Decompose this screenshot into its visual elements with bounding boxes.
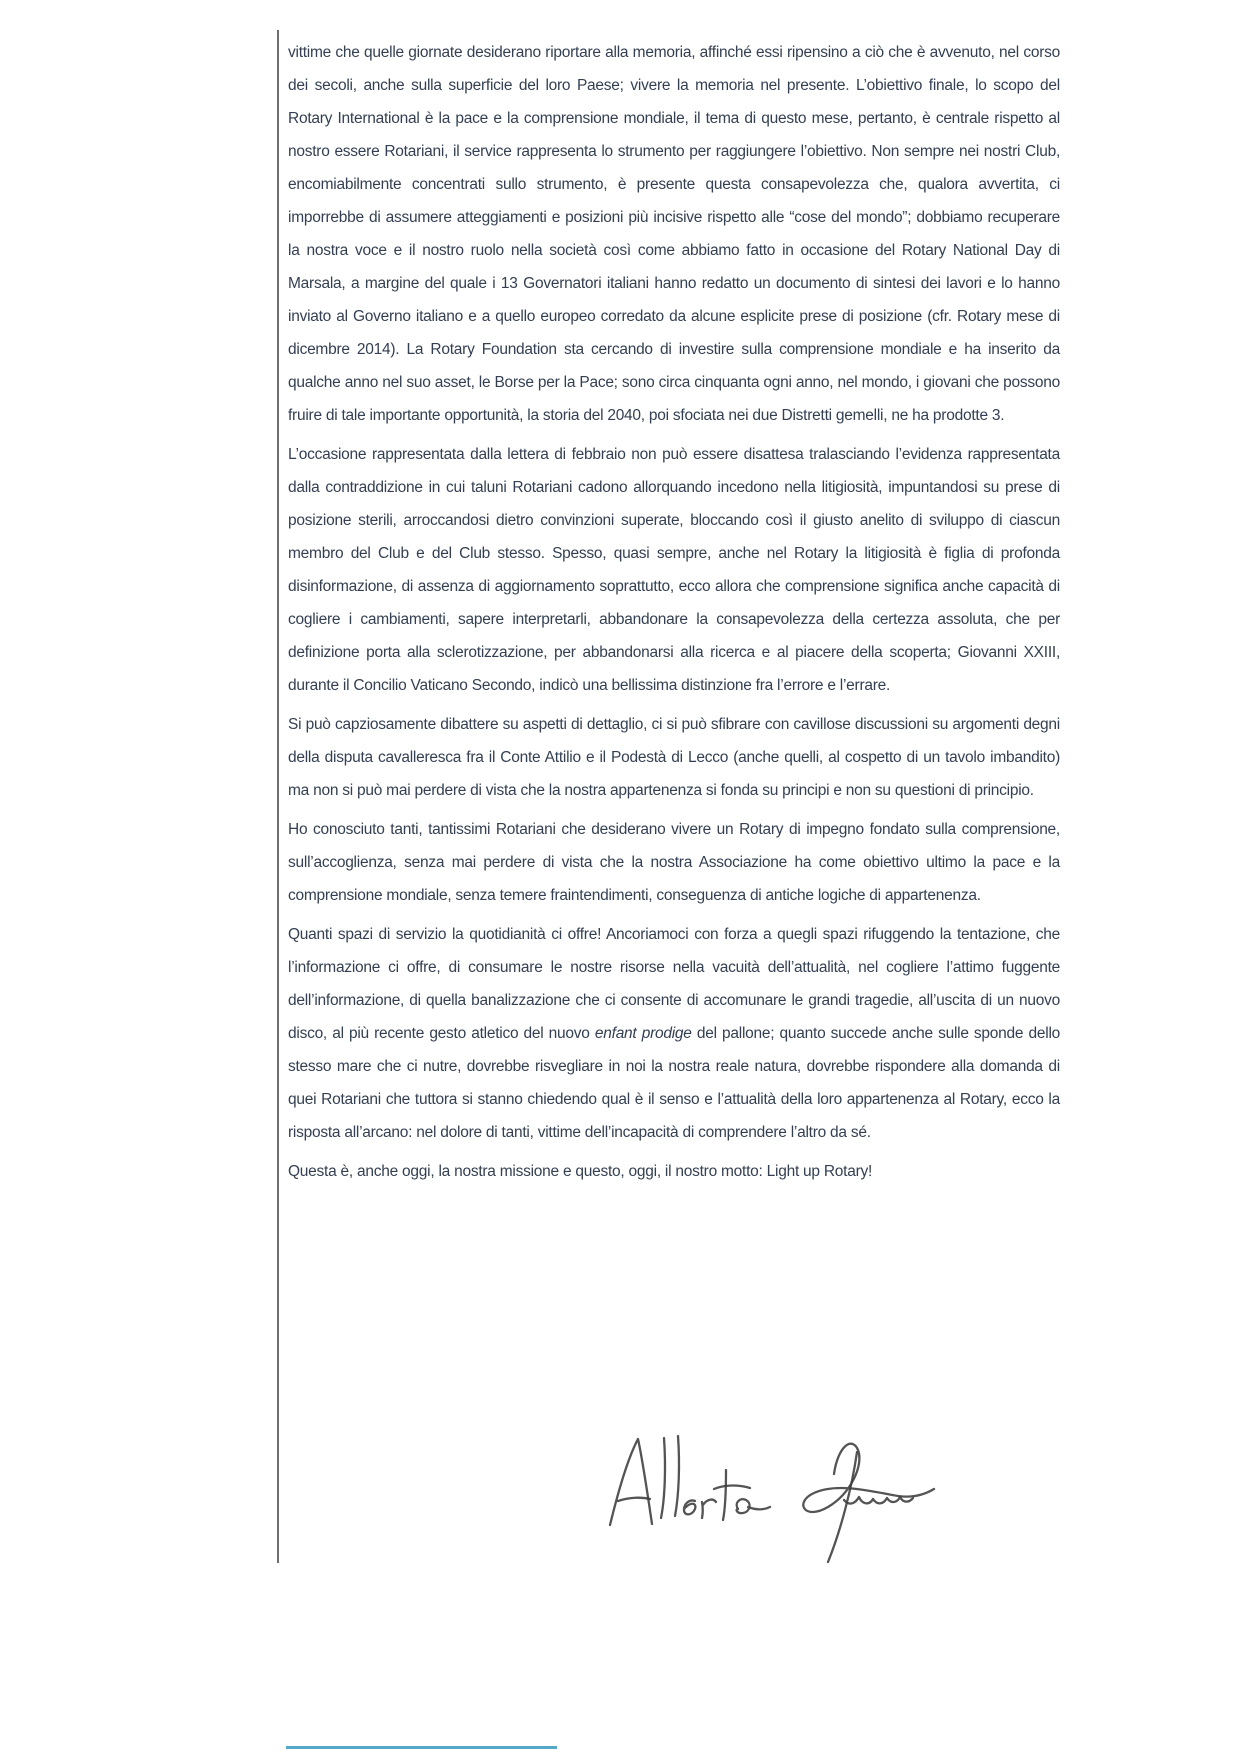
paragraph-3: Si può capziosamente dibattere su aspetti di dettaglio, ci si può sfibrare con cavillose discussioni su argomenti degni della disputa cavalleresca fra il Conte Attilio e il Podestà di Lecco (anche quelli, al cospetto di un tavolo imbandito) ma non si può mai perdere di vista che la nostra appartenenza si fonda su principi e non su questioni di principio. (288, 716, 1060, 799)
letter-body (288, 36, 1060, 1188)
paragraph-4: Ho conosciuto tanti, tantissimi Rotariani che desiderano vivere un Rotary di impegno fondato sulla comprensione, sull’accoglienza, senza mai perdere di vista che la nostra Associazione ha come obiettivo ultimo la pace e la comprensione mondiale, senza temere fraintendimenti, conseguenza di antiche logiche di appartenenza. (288, 821, 1060, 904)
signature-stroke (702, 1500, 716, 1518)
signature-stroke (661, 1438, 665, 1518)
signature-stroke (844, 1497, 913, 1504)
paragraph-5-text: Quanti spazi di servizio la quotidianità ci offre! Ancoriamoci con forza a quegli spazi rifuggendo la tentazione, che l’informazione ci offre, di consumare le nostre risorse nella vacuità dell’attualità, nel cogliere l’attimo fuggente dell’informazione, di quella banalizzazione che ci consente di accomunare le grandi tragedie, all’uscita di un nuovo disco, al più recente gesto atletico del nuovo (288, 926, 1060, 1042)
signature-stroke (828, 1452, 857, 1562)
signature-handwriting (598, 1412, 954, 1568)
signature-stroke (675, 1436, 679, 1516)
paragraph-5 (288, 918, 1060, 1149)
left-margin-rule (277, 30, 279, 1563)
paragraph-6-motto: Questa è, anche oggi, la nostra missione e questo, oggi, il nostro motto: Light up Rotary! (288, 1163, 873, 1180)
paragraph-2: L’occasione rappresentata dalla lettera di febbraio non può essere disattesa tralasciando l’evidenza rappresentata dalla contraddizione in cui taluni Rotariani cadono allorquando incedono nella litigiosità, impuntandosi su prese di posizione sterili, arroccandosi dietro convinzioni superate, bloccando così il giusto anelito di sviluppo di ciascun membro del Club e del Club stesso. Spesso, quasi sempre, anche nel Rotary la litigiosità è figlia di profonda disinformazione, di assenza di aggiornamento soprattutto, ecco allora che comprensione significa anche capacità di cogliere i cambiamenti, sapere interpretarli, abbandonare la consapevolezza della certezza assoluta, che per definizione porta alla sclerotizzazione, per abbandonarsi alla ricerca e al piacere della scoperta; Giovanni XXIII, durante il Concilio Vaticano Secondo, indicò una bellissima distinzione fra l’errore e l’errare. (288, 446, 1060, 694)
signature-stroke (803, 1444, 934, 1512)
signature-stroke (618, 1498, 650, 1501)
paragraph-5-text-continued: del pallone; quanto succede anche sulle sponde dello stesso mare che ci nutre, dovrebbe risvegliare in noi la nostra reale natura, dovrebbe rispondere alla domanda di quei Rotariani che tuttora si stanno chiedendo qual è il senso e l’attualità della loro appartenenza al Rotary, ecco la risposta all’arcano: nel dolore di tanti, vittime dell’incapacità di comprendere l’altro da sé. (288, 1025, 1061, 1141)
footer-rule (286, 1746, 557, 1749)
paragraph-5-italic-phrase: enfant prodige (594, 1025, 692, 1042)
signature-stroke (684, 1500, 695, 1514)
signature-stroke (737, 1499, 770, 1513)
paragraph-1: vittime che quelle giornate desiderano riportare alla memoria, affinché essi ripensino a ciò che è avvenuto, nel corso dei secoli, anche sulla superficie del loro Paese; vivere la memoria nel presente. L’obiettivo finale, lo scopo del Rotary International è la pace e la comprensione mondiale, il tema di questo mese, pertanto, è centrale rispetto al nostro essere Rotariani, il service rappresenta lo strumento per raggiungere l’obiettivo. Non sempre nei nostri Club, encomiabilmente concentrati sullo strumento, è presente questa consapevolezza che, qualora avvertita, ci imporrebbe di assumere atteggiamenti e posizioni più incisive rispetto alle “cose del mondo”; dobbiamo recuperare la nostra voce e il nostro ruolo nella società così come abbiamo fatto in occasione del Rotary National Day di Marsala, a margine del quale i 13 Governatori italiani hanno redatto un documento di sintesi dei lavori e lo hanno inviato al Governo italiano e a quello europeo corredato da alcune esplicite prese di posizione (cfr. Rotary mese di dicembre 2014). La Rotary Foundation sta cercando di investire sulla comprensione mondiale e ha inserito da qualche anno nel suo asset, le Borse per la Pace; sono circa cinquanta ogni anno, nel mondo, i giovani che possono fruire di tale importante opportunità, la storia del 2040, poi sfociata nei due Distretti gemelli, ne ha prodotte 3. (288, 44, 1060, 424)
signature-stroke (610, 1439, 652, 1525)
signature-stroke (723, 1470, 726, 1520)
signature-stroke (714, 1486, 750, 1490)
